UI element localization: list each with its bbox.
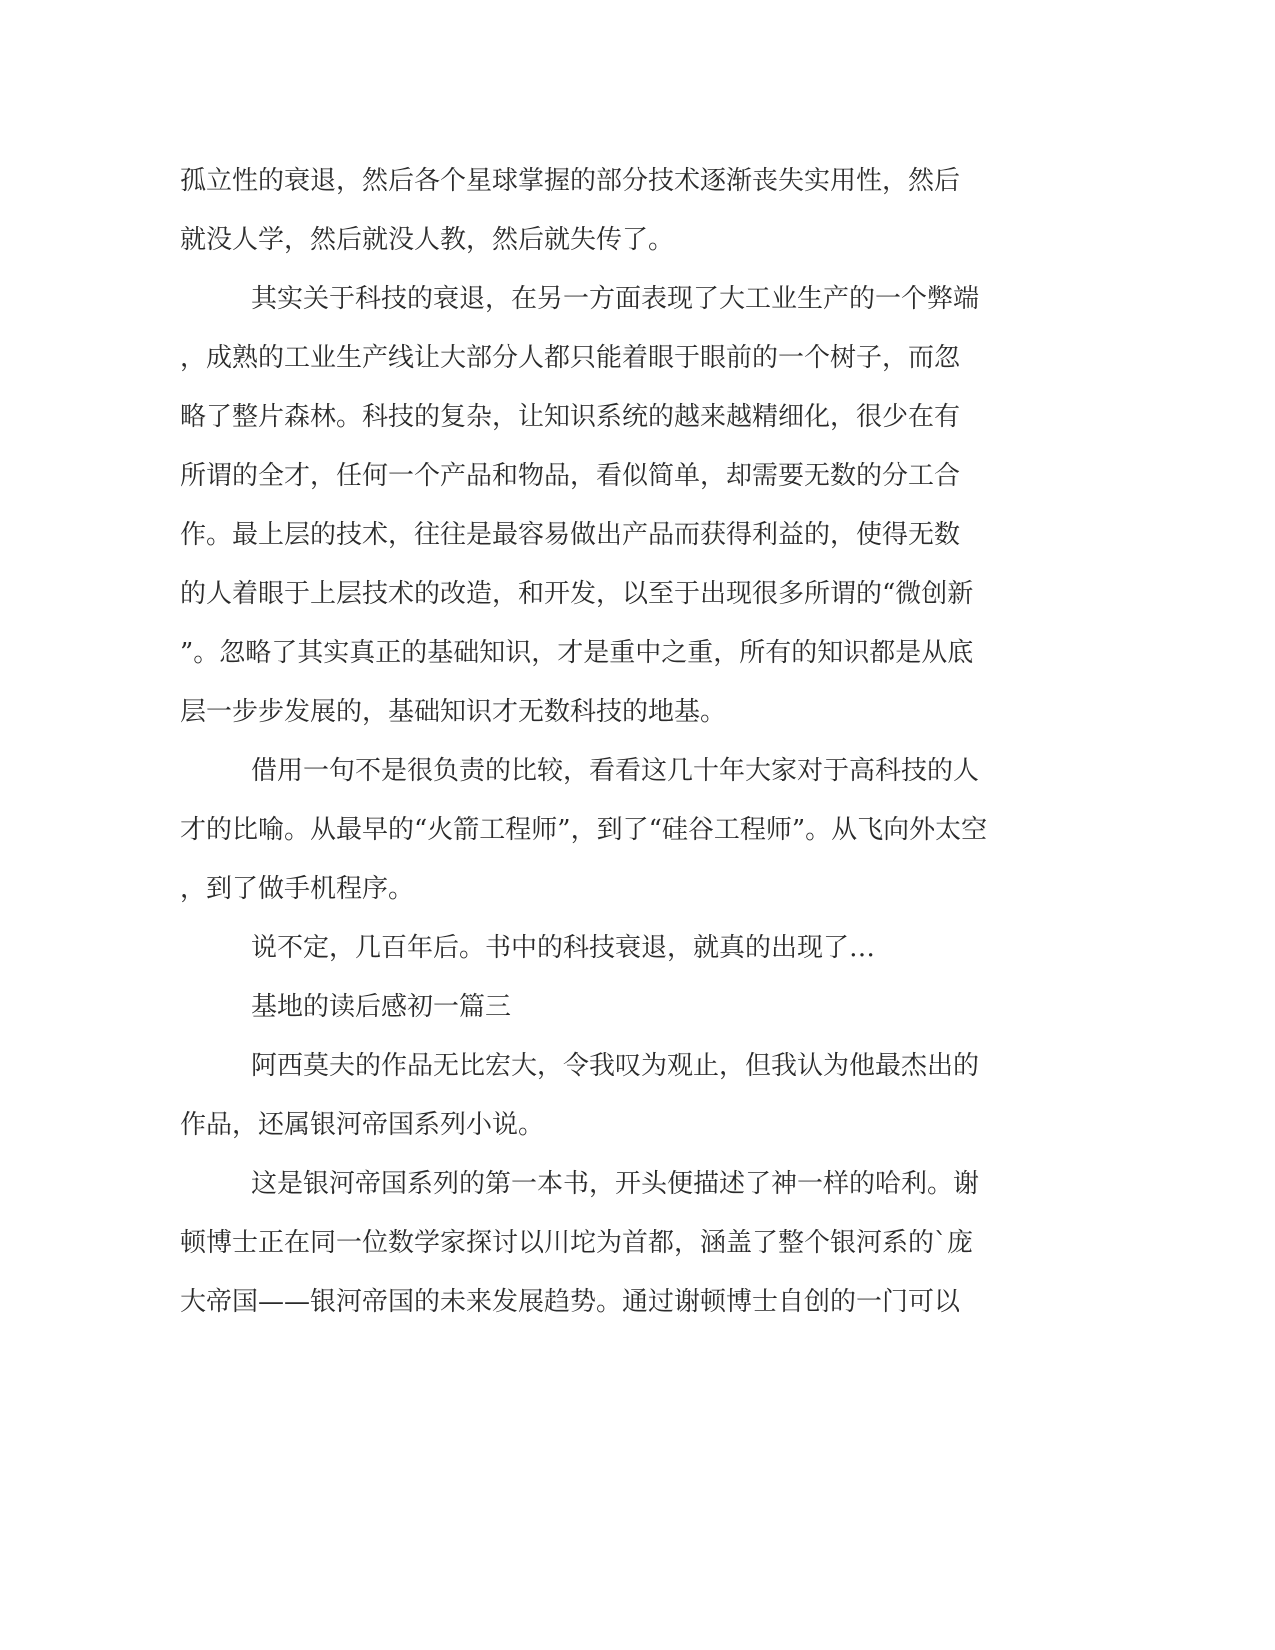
text-line: 所谓的全才，任何一个产品和物品，看似简单，却需要无数的分工合 [180, 461, 961, 491]
text-line: 顿博士正在同一位数学家探讨以川坨为首都，涵盖了整个银河系的`庞 [180, 1228, 974, 1258]
text-line: 大帝国——银河帝国的未来发展趋势。通过谢顿博士自创的一门可以 [180, 1287, 961, 1317]
text-line: 就没人学，然后就没人教，然后就失传了。 [180, 225, 675, 255]
paragraph-first-line: 借用一句不是很负责的比较，看看这几十年大家对于高科技的人 [251, 756, 980, 786]
text-line: 略了整片森林。科技的复杂，让知识系统的越来越精细化，很少在有 [180, 402, 961, 432]
text-line: 作。最上层的技术，往往是最容易做出产品而获得利益的，使得无数 [180, 520, 961, 550]
text-line: 作品，还属银河帝国系列小说。 [180, 1110, 545, 1140]
paragraph-first-line: 其实关于科技的衰退，在另一方面表现了大工业生产的一个弊端 [251, 284, 980, 314]
paragraph-first-line: 阿西莫夫的作品无比宏大，令我叹为观止，但我认为他最杰出的 [251, 1051, 980, 1081]
text-line: ”。忽略了其实真正的基础知识，才是重中之重，所有的知识都是从底 [180, 638, 974, 668]
text-line: ，成熟的工业生产线让大部分人都只能着眼于眼前的一个树子，而忽 [180, 343, 961, 373]
paragraph-first-line: 说不定，几百年后。书中的科技衰退，就真的出现了… [251, 933, 876, 963]
paragraph-first-line: 这是银河帝国系列的第一本书，开头便描述了神一样的哈利。谢 [251, 1169, 980, 1199]
section-heading: 基地的读后感初一篇三 [251, 992, 512, 1022]
text-line: 孤立性的衰退，然后各个星球掌握的部分技术逐渐丧失实用性，然后 [180, 166, 961, 196]
text-line: 才的比喻。从最早的“火箭工程师”，到了“硅谷工程师”。从飞向外太空 [180, 815, 988, 845]
text-line: ，到了做手机程序。 [180, 874, 415, 904]
text-line: 的人着眼于上层技术的改造，和开发，以至于出现很多所谓的“微创新 [180, 579, 974, 609]
text-line: 层一步步发展的，基础知识才无数科技的地基。 [180, 697, 727, 727]
